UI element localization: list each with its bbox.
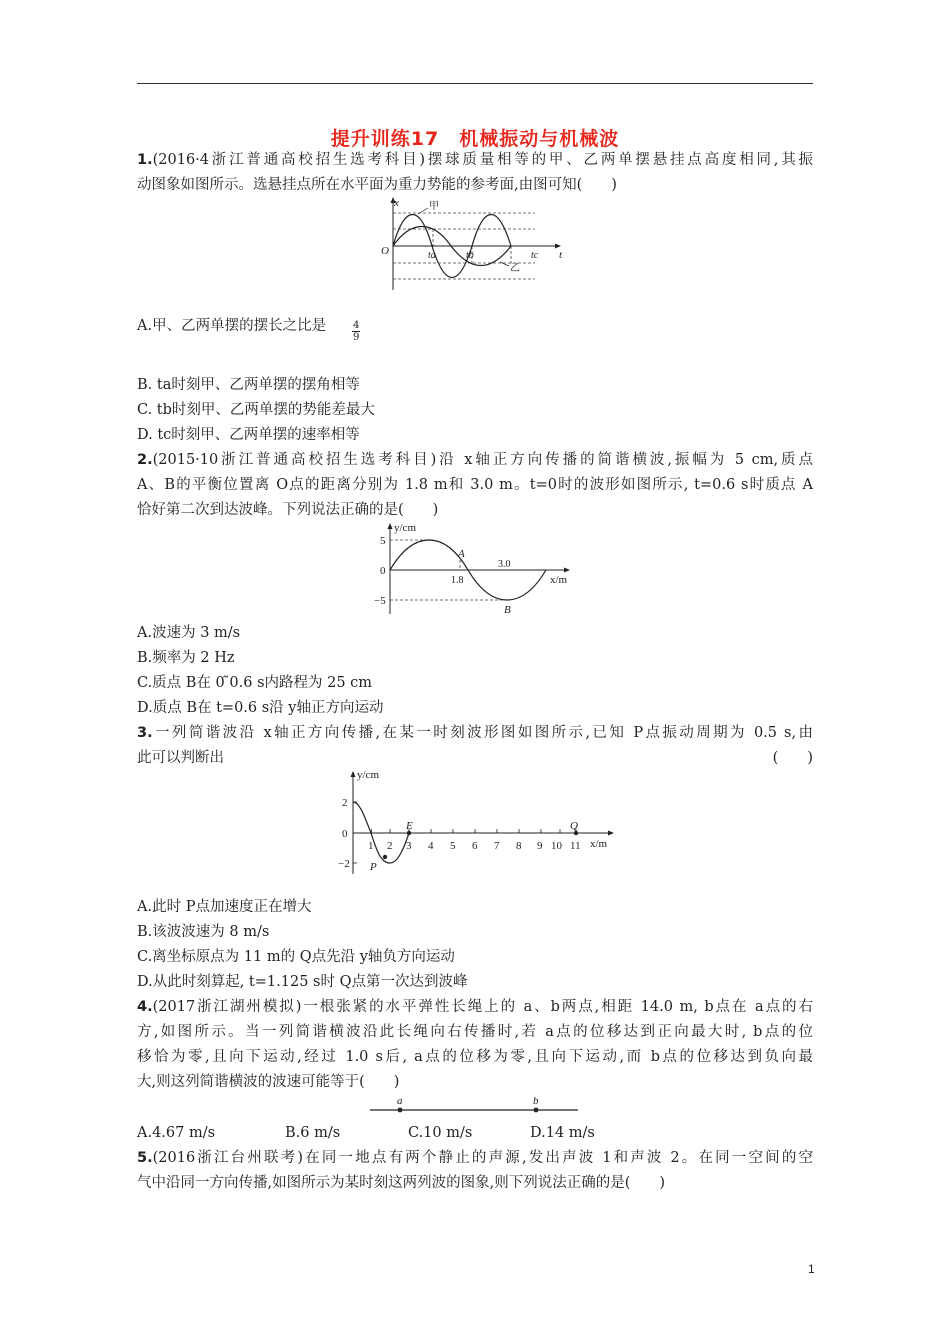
q2-option-d: D.质点 B在 t=0.6 s沿 y轴正方向运动 — [137, 700, 384, 716]
q3-point-p-dot — [383, 855, 387, 859]
q4-line2: 方,如图所示。当一列简谐横波沿此长绳向右传播时,若 a点的位移达到正向最大时, b点的位 — [137, 1024, 813, 1040]
q3-x-tick-10: 10 — [551, 840, 562, 852]
q3-x-tick-4: 4 — [428, 840, 434, 852]
q5-line2: 气中沿同一方向传播,如图所示为某时刻这两列波的图象,则下列说法正确的是( ) — [137, 1175, 666, 1191]
q2-point-b: B — [504, 604, 511, 616]
q3-option-a: A.此时 P点加速度正在增大 — [137, 899, 312, 915]
q1-label-jia: 甲 — [429, 201, 439, 212]
q3-wave-figure — [338, 768, 618, 878]
q1-label-yi: 乙 — [510, 263, 520, 274]
q1-number: 1. — [137, 152, 153, 168]
q3-option-c: C.离坐标原点为 11 m的 Q点先沿 y轴负方向运动 — [137, 949, 455, 965]
q3-point-p: P — [370, 861, 377, 873]
q4-option-a: A.4.67 m/s — [137, 1125, 216, 1141]
q1-x-label: x — [394, 197, 399, 209]
q3-y-tick-neg2: −2 — [338, 858, 350, 870]
q2-line1: 2.(2015·10浙江普通高校招生选考科目)沿 x轴正方向传播的简谐横波,振幅为 5 cm,质点 — [137, 452, 813, 468]
q2-line2: A、B的平衡位置离 O点的距离分别为 1.8 m和 3.0 m。t=0时的波形如图所示, t=0.6 s时质点 A — [137, 477, 813, 493]
q2-option-c: C.质点 B在 0 ̃0.6 s内路程为 25 cm — [137, 675, 373, 691]
q4-line1: 4.(2017浙江湖州模拟)一根张紧的水平弹性长绳上的 a、b两点,相距 14.0 m, b点在 a点的右 — [137, 999, 813, 1015]
q2-y-tick-5: 5 — [380, 535, 386, 547]
q5-number: 5. — [137, 1150, 153, 1166]
q2-wave-figure — [370, 522, 590, 618]
q1-oscillation-figure — [375, 196, 575, 296]
q4-option-b: B.6 m/s — [285, 1125, 341, 1141]
q1-t-label: t — [559, 249, 563, 261]
q2-x-label: x/m — [550, 574, 568, 586]
q1-tb: tb — [466, 250, 474, 261]
q1-option-d: D. tc时刻甲、乙两单摆的速率相等 — [137, 427, 360, 443]
q2-y-label: y/cm — [394, 522, 416, 534]
q1-fraction: $\frac{4}{9}$ — [353, 320, 360, 343]
q3-y-tick-2: 2 — [342, 797, 348, 809]
q1-line1: 1.(2016·4浙江普通高校招生选考科目)摆球质量相等的甲、乙两单摆悬挂点高度相同,其振 — [137, 152, 813, 168]
q4-point-a: a — [397, 1095, 403, 1107]
q1-line2: 动图象如图所示。选悬挂点所在水平面为重力势能的参考面,由图可知( ) — [137, 177, 617, 193]
q1-option-b: B. ta时刻甲、乙两单摆的摆角相等 — [137, 377, 360, 393]
q3-y-tick-0: 0 — [342, 828, 348, 840]
q3-x-label: x/m — [590, 838, 608, 850]
q3-x-tick-7: 7 — [494, 840, 500, 852]
q3-x-tick-11: 11 — [570, 840, 581, 852]
page-title: 提升训练17 机械振动与机械波 — [330, 128, 620, 150]
q3-y-label: y/cm — [357, 769, 379, 781]
q1-option-c: C. tb时刻甲、乙两单摆的势能差最大 — [137, 402, 375, 418]
page-number: 1 — [808, 1262, 815, 1276]
q4-option-d: D.14 m/s — [530, 1125, 595, 1141]
q3-x-tick-8: 8 — [516, 840, 522, 852]
q4-rope-figure — [368, 1094, 588, 1118]
header-rule — [137, 83, 813, 84]
q3-x-tick-6: 6 — [472, 840, 478, 852]
q2-option-a: A.波速为 3 m/s — [137, 625, 241, 641]
q3-line2: 此可以判断出 ( ) — [137, 746, 813, 771]
q3-number: 3. — [137, 725, 153, 741]
q4-point-b-dot — [534, 1108, 539, 1113]
q3-x-tick-2: 2 — [387, 840, 393, 852]
q2-x-tick-1.8: 1.8 — [451, 575, 464, 586]
q3-point-e: E — [406, 820, 413, 832]
q1-ta: ta — [428, 250, 436, 261]
q2-y-tick-0: 0 — [380, 565, 386, 577]
q3-point-q: Q — [570, 820, 578, 832]
q3-x-tick-5: 5 — [450, 840, 456, 852]
q1-option-a: A.甲、乙两单摆的摆长之比是 — [137, 318, 327, 334]
q3-x-tick-1: 1 — [368, 840, 374, 852]
q2-option-b: B.频率为 2 Hz — [137, 650, 235, 666]
q4-line4: 大,则这列简谐横波的波速可能等于( ) — [137, 1074, 400, 1090]
q1-tc: tc — [531, 250, 539, 261]
q3-answer-blank: ( ) — [772, 750, 813, 766]
q4-point-b: b — [533, 1095, 539, 1107]
q3-option-b: B.该波波速为 8 m/s — [137, 924, 270, 940]
q1-origin: O — [381, 245, 389, 257]
q4-option-c: C.10 m/s — [408, 1125, 473, 1141]
q4-point-a-dot — [398, 1108, 403, 1113]
q3-x-tick-3: 3 — [406, 840, 412, 852]
q2-y-tick-neg5: −5 — [374, 595, 386, 607]
q2-point-a: A — [458, 548, 465, 560]
q2-line3: 恰好第二次到达波峰。下列说法正确的是( ) — [137, 502, 439, 518]
q3-line1: 3.一列简谐波沿 x轴正方向传播,在某一时刻波形图如图所示,已知 P点振动周期为 0.5 s,由 — [137, 725, 813, 741]
q5-line1: 5.(2016浙江台州联考)在同一地点有两个静止的声源,发出声波 1和声波 2。在同一空间的空 — [137, 1150, 813, 1166]
q4-number: 4. — [137, 999, 153, 1015]
q2-x-tick-3.0: 3.0 — [498, 559, 511, 570]
q3-option-d: D.从此时刻算起, t=1.125 s时 Q点第一次达到波峰 — [137, 974, 468, 990]
q3-x-tick-9: 9 — [537, 840, 543, 852]
q4-line3: 移恰为零,且向下运动,经过 1.0 s后, a点的位移为零,且向下运动,而 b点的位移达到负向最 — [137, 1049, 813, 1065]
q2-number: 2. — [137, 452, 153, 468]
